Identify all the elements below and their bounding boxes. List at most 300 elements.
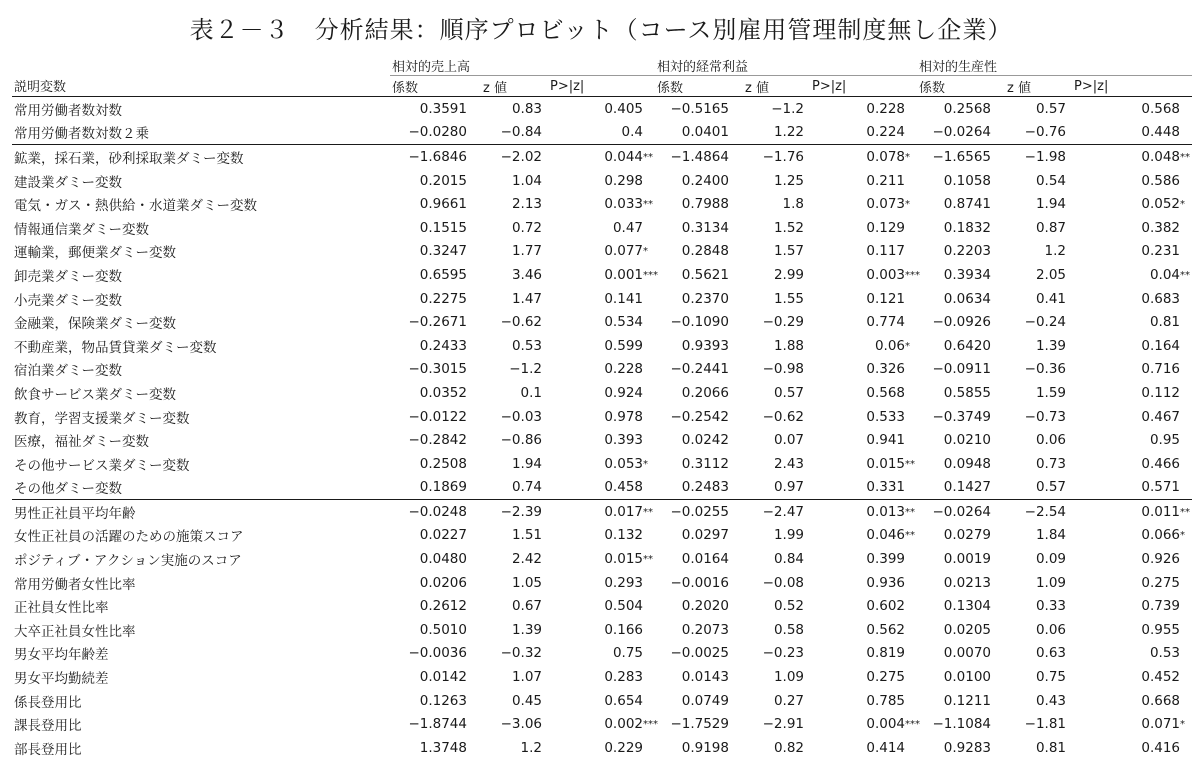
productivity-coef-value: 0.2203 [943,243,992,260]
table-row [12,121,1192,145]
profit-coef-value: −1.7529 [670,716,729,733]
profit-z-value: 1.99 [773,527,804,544]
profit-coef-value: −0.1090 [670,314,729,331]
productivity-z-value: −0.73 [1024,408,1067,425]
productivity-coef-value: 0.2568 [943,100,992,117]
significance-stars: *** [643,270,658,282]
productivity-coef-value: −0.0926 [932,314,992,331]
productivity-p-value-cell [1074,524,1192,548]
productivity-p-value-cell [1074,121,1192,145]
productivity-coef-value: 0.0634 [943,290,992,307]
sales-z-value: −1.2 [509,361,542,378]
profit-z-value: 1.55 [773,290,804,307]
productivity-p-value: 0.011 [1141,503,1181,520]
productivity-p-value-cell [1074,642,1192,666]
sales-p-value: 0.599 [604,337,643,354]
profit-coef-value: 0.0242 [681,432,729,449]
table-row [12,476,1192,500]
profit-p-value: 0.211 [866,172,906,189]
significance-stars: ** [1180,270,1191,282]
variable-name: 情報通信業ダミー変数 [14,221,149,238]
variable-name: 課長登用比 [14,718,82,735]
productivity-z-value: 0.33 [1035,598,1067,615]
sales-p-value-cell [550,500,655,524]
page-title: 表２－３ 分析結果：順序プロビット（コース別雇用管理制度無し企業） [189,16,1013,44]
productivity-z-value: −1.81 [1024,716,1067,733]
profit-p-value-cell [812,97,917,121]
sales-coef-value: 0.1515 [419,219,467,236]
productivity-p-value: 0.683 [1141,290,1181,307]
profit-p-value-cell [812,736,917,760]
table-row [12,287,1192,311]
sales-z-value: 3.46 [511,266,542,283]
significance-stars: *** [643,719,658,731]
productivity-p-value-cell [1074,618,1192,642]
table-row [12,216,1192,240]
productivity-p-value-cell [1074,381,1192,405]
variable-name: 電気・ガス・熱供給・水道業ダミー変数 [14,198,257,215]
header-p: P>|z| [550,76,655,97]
productivity-p-value-cell [1074,97,1192,121]
table-row [12,169,1192,193]
table-row [12,594,1192,618]
sales-z-value: −0.86 [500,432,542,449]
productivity-coef-value: −0.3749 [932,408,992,425]
productivity-coef-value: 0.0019 [943,551,992,568]
profit-z-value: −0.29 [762,314,804,331]
variable-name: 部長登用比 [14,741,82,758]
profit-z-value: 1.52 [773,219,804,236]
sales-p-value-cell [550,97,655,121]
productivity-p-value: 0.668 [1141,692,1181,709]
productivity-p-value-cell [1074,712,1192,736]
profit-p-value: 0.941 [866,432,906,449]
sales-p-value: 0.132 [604,527,643,544]
sales-p-value-cell [550,405,655,429]
profit-coef-value: 0.2073 [681,621,729,638]
profit-coef-value: 0.0401 [681,124,729,141]
profit-p-value-cell [812,428,917,452]
table-row [12,240,1192,264]
productivity-p-value: 0.048 [1141,148,1181,165]
profit-p-value: 0.003 [866,266,906,283]
productivity-coef-value: 0.1058 [943,172,992,189]
productivity-p-value: 0.04 [1149,266,1181,283]
productivity-z-value: 0.57 [1035,479,1067,496]
profit-coef-value: 0.9393 [681,337,729,354]
sales-p-value-cell [550,476,655,500]
productivity-z-value: 0.57 [1035,100,1067,117]
profit-p-value-cell [812,240,917,264]
sales-z-value: 1.77 [511,243,542,260]
variable-name: 常用労働者数対数 [14,102,122,119]
sales-p-value: 0.229 [604,739,643,756]
profit-p-value: 0.275 [866,669,906,686]
productivity-p-value-cell [1074,358,1192,382]
column-header-row [12,76,1192,97]
sales-p-value: 0.044 [604,148,643,165]
sales-p-value: 0.015 [604,551,643,568]
productivity-p-value: 0.448 [1141,124,1181,141]
productivity-p-value-cell [1074,500,1192,524]
productivity-coef-value: 0.0279 [943,527,992,544]
profit-p-value-cell [812,524,917,548]
sales-coef-value: 0.2015 [419,172,467,189]
profit-z-value: 0.52 [773,598,804,615]
sales-z-value: 0.53 [511,337,542,354]
productivity-p-value: 0.571 [1141,479,1181,496]
productivity-z-value: 0.06 [1035,432,1067,449]
profit-p-value-cell [812,263,921,287]
sales-coef-value: 0.9661 [419,196,467,213]
variable-name: 常用労働者女性比率 [14,576,136,593]
sales-coef-value: 0.6595 [419,266,467,283]
sales-coef-value: 0.5010 [419,621,467,638]
productivity-z-value: 0.87 [1035,219,1067,236]
sales-p-value-cell [550,192,655,216]
variable-name: 不動産業，物品賃貸業ダミー変数 [14,339,217,356]
profit-z-value: −1.76 [737,145,812,169]
group-header-row [12,52,1192,76]
productivity-p-value-cell [1074,216,1192,240]
variable-name: 常用労働者数対数２乗 [14,126,149,143]
productivity-coef-value: 0.9283 [943,739,992,756]
profit-z-value: 1.25 [773,172,804,189]
sales-coef-value: 1.3748 [419,739,467,756]
profit-coef-value: 0.0297 [681,527,729,544]
profit-z-value: 1.57 [773,243,804,260]
variable-name: 金融業，保険業ダミー変数 [14,316,176,333]
productivity-coef-value: −0.0264 [917,500,999,524]
sales-p-value-cell [550,381,655,405]
profit-z-value: −1.2 [771,100,804,117]
sales-p-value-cell [550,334,655,358]
profit-p-value: 0.073 [866,196,906,213]
significance-stars: * [905,199,911,211]
sales-z-value: −0.62 [500,314,542,331]
significance-stars: ** [643,554,653,566]
productivity-coef-value: 0.8741 [943,196,992,213]
profit-coef-value: 0.2400 [681,172,729,189]
productivity-z-value: 1.2 [1044,243,1067,260]
profit-p-value-cell [812,121,917,145]
productivity-p-value: 0.926 [1141,551,1181,568]
profit-z-value: 2.43 [773,455,804,472]
sales-z-value: 1.47 [511,290,542,307]
sales-coef-value: 0.2508 [419,455,467,472]
productivity-p-value: 0.066 [1141,527,1181,544]
profit-z-value: 0.82 [773,739,804,756]
sales-p-value-cell [550,169,655,193]
productivity-p-value-cell [1074,571,1192,595]
table-row [12,524,1192,548]
profit-coef-value: 0.0749 [681,692,729,709]
productivity-p-value-cell [1074,334,1192,358]
profit-p-value-cell [812,287,917,311]
table-row [12,642,1192,666]
productivity-p-value-cell [1074,405,1192,429]
sales-p-value-cell [550,428,655,452]
sales-z-value: 1.07 [511,669,542,686]
sales-p-value-cell [550,358,655,382]
sales-coef-value: 0.3247 [419,243,467,260]
variable-name: 建設業ダミー変数 [14,174,122,191]
productivity-coef-value: 0.0070 [943,645,992,662]
variable-name: その他サービス業ダミー変数 [14,457,190,474]
profit-coef-value: −0.2542 [670,408,729,425]
header-z: z 値 [475,76,550,97]
significance-stars: * [643,458,648,470]
sales-z-value: −0.03 [500,408,542,425]
productivity-coef-value: 0.0213 [943,574,992,591]
profit-p-value: 0.936 [866,574,906,591]
profit-z-value: 0.97 [773,479,804,496]
profit-z-value: −2.91 [762,716,804,733]
profit-p-value: 0.399 [866,551,906,568]
sales-z-value: −3.06 [500,716,542,733]
variable-name: 男性正社員平均年齢 [12,500,390,524]
header-z: z 値 [737,76,812,97]
profit-p-value: 0.121 [866,290,906,307]
profit-p-value: 0.129 [866,219,906,236]
profit-p-value: 0.06 [874,337,906,354]
profit-p-value: 0.331 [866,479,906,496]
sales-z-value: 0.45 [511,692,542,709]
results-table [12,52,1192,760]
significance-stars: * [1180,719,1186,731]
sales-p-value: 0.978 [604,408,643,425]
sales-z-value: 2.42 [511,551,542,568]
profit-z-value: 1.88 [773,337,804,354]
productivity-p-value-cell [1074,310,1192,334]
sales-coef-value: −0.3015 [408,361,467,378]
significance-stars: * [905,152,911,164]
variable-name: 卸売業ダミー変数 [14,268,122,285]
table-row [12,381,1192,405]
sales-p-value: 0.534 [604,314,643,331]
sales-z-value: 1.39 [511,621,542,638]
productivity-p-value: 0.164 [1141,337,1181,354]
variable-name: 医療，福祉ダミー変数 [14,434,149,451]
sales-p-value: 0.002 [604,716,643,733]
productivity-p-value: 0.586 [1141,172,1181,189]
sales-coef-value: 0.2612 [419,598,467,615]
sales-p-value-cell [550,121,655,145]
profit-z-value: −0.08 [762,574,804,591]
productivity-p-value-cell [1074,240,1192,264]
sales-p-value: 0.458 [604,479,643,496]
sales-p-value: 0.75 [612,645,643,662]
productivity-coef-value: 0.0210 [943,432,992,449]
productivity-p-value: 0.716 [1141,361,1181,378]
productivity-p-value: 0.53 [1149,645,1181,662]
table-row [12,358,1192,382]
profit-coef-value: 0.5621 [681,266,729,283]
productivity-p-value-cell [1074,428,1192,452]
table-row [12,736,1192,760]
table-row [12,712,1192,736]
productivity-p-value-cell [1074,287,1192,311]
profit-z-value: 1.8 [782,196,804,213]
table-row [12,665,1192,689]
sales-p-value-cell [550,712,658,736]
variable-name: 女性正社員の活躍のための施策スコア [14,529,244,546]
sales-z-value: 0.83 [511,100,542,117]
sales-z-value: −2.02 [475,145,550,169]
productivity-z-value: 0.81 [1035,739,1067,756]
productivity-coef-value: 0.0948 [943,455,992,472]
table-row [12,192,1192,216]
table-row [12,618,1192,642]
productivity-z-value: 0.43 [1035,692,1067,709]
header-coef: 係数 [917,76,999,97]
group-label-sales: 相対的売上高 [390,52,655,76]
productivity-p-value: 0.739 [1141,598,1181,615]
productivity-coef-value: 0.5855 [943,384,992,401]
productivity-p-value-cell [1074,547,1192,571]
significance-stars: * [643,246,648,258]
table-body [12,97,1192,760]
sales-p-value-cell [550,571,655,595]
profit-p-value: 0.228 [866,100,906,117]
sales-p-value: 0.393 [604,432,643,449]
profit-z-value: 0.58 [773,621,804,638]
sales-z-value: 1.2 [520,739,542,756]
sales-z-value: 1.94 [511,455,542,472]
significance-stars: ** [905,458,916,470]
productivity-p-value-cell [1074,263,1192,287]
profit-z-value: 1.09 [773,669,804,686]
header-variable: 説明変数 [12,76,390,97]
table-row [12,547,1192,571]
sales-p-value: 0.298 [604,172,643,189]
productivity-coef-value: 0.1832 [943,219,992,236]
significance-stars: * [905,340,911,352]
productivity-p-value: 0.382 [1141,219,1181,236]
sales-p-value-cell [550,736,655,760]
profit-p-value-cell [812,547,917,571]
sales-p-value: 0.017 [604,503,643,520]
productivity-z-value: 0.41 [1035,290,1067,307]
productivity-p-value: 0.452 [1141,669,1181,686]
table-row [12,310,1192,334]
productivity-z-value: −0.76 [1024,124,1067,141]
profit-coef-value: 0.3112 [681,455,729,472]
sales-p-value-cell [550,524,655,548]
variable-name: 鉱業，採石業，砂利採取業ダミー変数 [12,145,390,169]
productivity-p-value: 0.071 [1141,716,1181,733]
sales-coef-value: 0.3591 [419,100,467,117]
sales-coef-value: −0.2671 [408,314,467,331]
productivity-p-value: 0.467 [1141,408,1181,425]
header-coef: 係数 [390,76,475,97]
significance-stars: ** [905,506,916,518]
sales-coef-value: 0.1263 [419,692,467,709]
variable-name: 小売業ダミー変数 [14,292,122,309]
productivity-z-value: 1.59 [1035,384,1067,401]
sales-p-value: 0.283 [604,669,643,686]
sales-p-value: 0.077 [604,243,643,260]
productivity-z-value: 0.54 [1035,172,1067,189]
header-p: P>|z| [812,76,917,97]
productivity-coef-value: 0.0100 [943,669,992,686]
sales-z-value: 1.51 [511,527,542,544]
profit-z-value: 0.84 [773,551,804,568]
profit-p-value-cell [812,642,917,666]
profit-coef-value: −0.0255 [655,500,737,524]
profit-p-value-cell [812,594,917,618]
sales-p-value: 0.141 [604,290,643,307]
significance-stars: ** [643,199,653,211]
productivity-p-value: 0.052 [1141,196,1181,213]
profit-p-value: 0.533 [866,408,906,425]
productivity-coef-value: 0.1427 [943,479,992,496]
header-coef: 係数 [655,76,737,97]
productivity-coef-value: 0.1211 [943,692,992,709]
table-row [12,405,1192,429]
sales-z-value: 1.04 [511,172,542,189]
sales-p-value: 0.228 [604,361,643,378]
productivity-p-value-cell [1074,169,1192,193]
profit-p-value-cell [812,452,917,476]
sales-p-value: 0.504 [604,598,643,615]
productivity-coef-value: −1.6565 [917,145,999,169]
sales-p-value: 0.293 [604,574,643,591]
sales-z-value: −0.32 [500,645,542,662]
table-row [12,263,1192,287]
sales-p-value-cell [550,594,655,618]
productivity-z-value: 2.05 [1035,266,1067,283]
productivity-z-value: 1.09 [1035,574,1067,591]
table-row [12,334,1192,358]
productivity-p-value: 0.416 [1141,739,1181,756]
sales-coef-value: −0.0036 [408,645,467,662]
sales-z-value: 0.1 [520,384,542,401]
profit-p-value-cell [812,310,917,334]
profit-p-value-cell [812,500,917,524]
profit-coef-value: −0.2441 [670,361,729,378]
productivity-z-value: 0.06 [1035,621,1067,638]
productivity-z-value: 0.75 [1035,669,1067,686]
profit-coef-value: 0.2848 [681,243,729,260]
profit-p-value: 0.326 [866,361,906,378]
sales-coef-value: −0.0248 [390,500,475,524]
sales-p-value-cell [550,642,655,666]
sales-coef-value: −0.2842 [408,432,467,449]
sales-p-value-cell [550,310,655,334]
profit-z-value: 0.27 [773,692,804,709]
profit-p-value-cell [812,216,917,240]
table-row [12,452,1192,476]
productivity-z-value: 1.84 [1035,527,1067,544]
profit-p-value-cell [812,476,917,500]
productivity-p-value: 0.231 [1141,243,1181,260]
variable-name: 飲食サービス業ダミー変数 [14,386,176,403]
significance-stars: ** [643,152,653,164]
profit-coef-value: −0.0016 [670,574,729,591]
profit-coef-value: 0.7988 [681,196,729,213]
profit-p-value-cell [812,405,917,429]
productivity-p-value: 0.466 [1141,455,1181,472]
sales-coef-value: 0.0142 [419,669,467,686]
profit-coef-value: −0.0025 [670,645,729,662]
profit-coef-value: 0.2370 [681,290,729,307]
productivity-z-value: −2.54 [999,500,1074,524]
variable-name: 男女平均年齢差 [14,647,109,664]
variable-name: 正社員女性比率 [14,600,109,617]
productivity-coef-value: −1.1084 [932,716,992,733]
productivity-p-value-cell [1074,665,1192,689]
